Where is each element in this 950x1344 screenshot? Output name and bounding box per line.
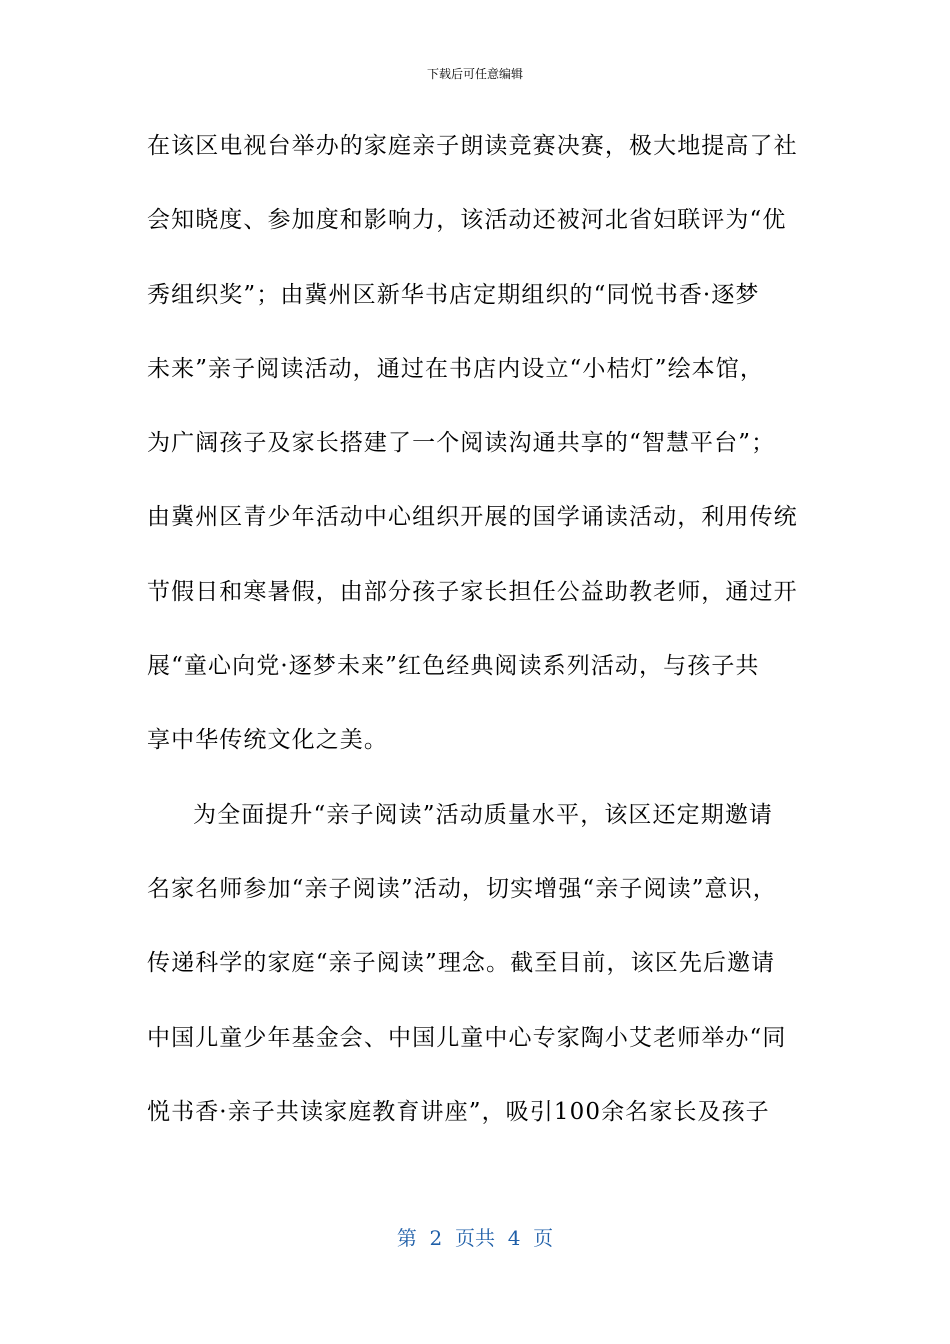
text-line: 未来”亲子阅读活动，通过在书店内设立“小桔灯”绘本馆， bbox=[147, 355, 764, 382]
text-line: 名家名师参加“亲子阅读”活动，切实增强“亲子阅读”意识， bbox=[147, 875, 777, 902]
text-line: 为广阔孩子及家长搭建了一个阅读沟通共享的“智慧平台”； bbox=[147, 430, 776, 457]
text-line: 展“童心向党·逐梦未来”红色经典阅读系列活动，与孩子共 bbox=[147, 653, 760, 680]
text-line: 传递科学的家庭“亲子阅读”理念。截至目前，该区先后邀请 bbox=[147, 950, 776, 977]
paragraph-start-line: 为全面提升“亲子阅读”活动质量水平，该区还定期邀请 bbox=[193, 801, 774, 828]
text-line: 会知晓度、参加度和影响力，该活动还被河北省妇联评为“优 bbox=[147, 207, 787, 234]
text-line: 中国儿童少年基金会、中国儿童中心专家陶小艾老师举办“同 bbox=[147, 1024, 787, 1051]
text-line: 秀组织奖”；由冀州区新华书店定期组织的“同悦书香·逐梦 bbox=[147, 281, 760, 308]
text-line: 悦书香·亲子共读家庭教育讲座”，吸引100余名家长及孩子 bbox=[147, 1098, 770, 1125]
text-line: 由冀州区青少年活动中心组织开展的国学诵读活动，利用传统 bbox=[147, 504, 798, 531]
text-line: 享中华传统文化之美。 bbox=[147, 727, 388, 754]
page-number-footer: 第 2 页共 4 页 bbox=[396, 1226, 554, 1250]
text-line: 节假日和寒暑假，由部分孩子家长担任公益助教老师，通过开 bbox=[147, 578, 798, 605]
page-header-note: 下载后可任意编辑 bbox=[426, 67, 523, 81]
document-body bbox=[147, 120, 807, 1160]
text-line: 在该区电视台举办的家庭亲子朗读竞赛决赛，极大地提高了社 bbox=[147, 133, 798, 159]
